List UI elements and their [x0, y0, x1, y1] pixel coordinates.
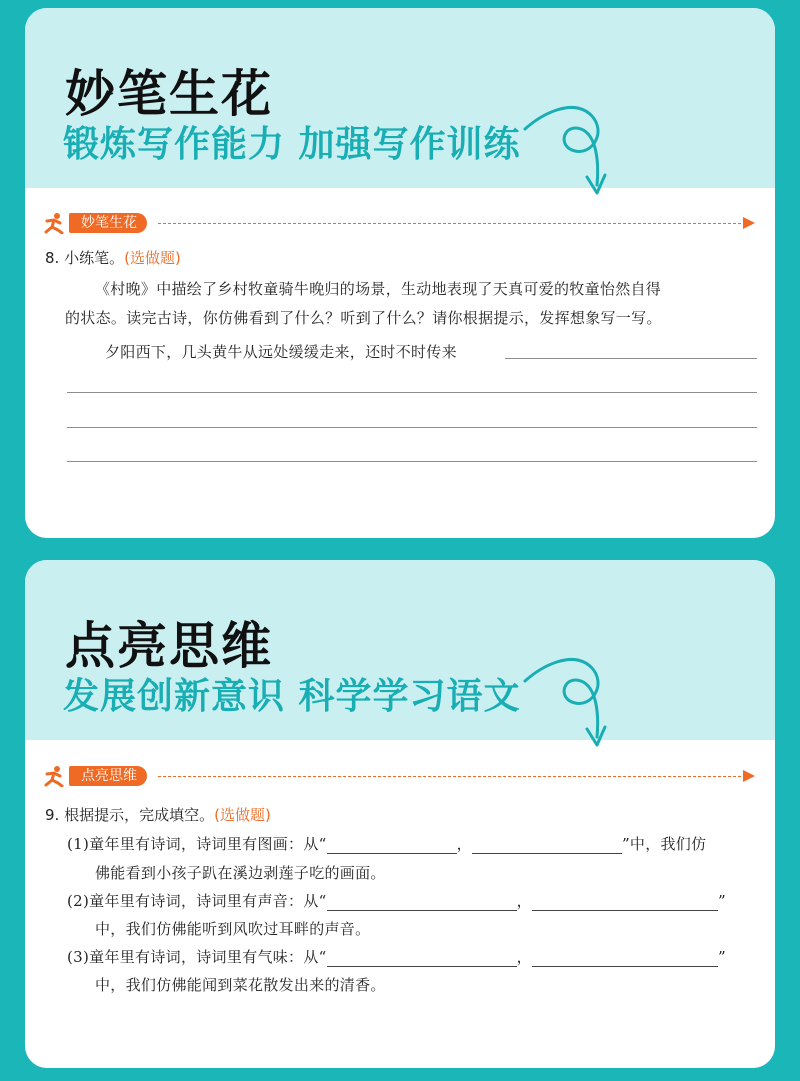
item-separator: ， — [516, 948, 532, 966]
answer-line[interactable] — [67, 392, 757, 393]
dashed-divider — [158, 223, 741, 224]
question-title — [45, 804, 271, 825]
item-text: ” — [717, 948, 726, 966]
item-text: ” — [717, 892, 726, 910]
section-header-bar — [43, 212, 755, 234]
answer-line[interactable] — [67, 461, 757, 462]
arrow-right-icon — [743, 217, 755, 229]
fill-item-1 — [67, 833, 706, 854]
fill-item-3 — [67, 946, 726, 967]
running-figure-icon — [43, 212, 67, 234]
question-title — [45, 247, 181, 268]
optional-label: (选做题) — [214, 806, 271, 824]
question-body-line: 的状态。读完古诗，你仿佛看到了什么？听到了什么？请你根据提示，发挥想象写一写。 — [65, 309, 662, 327]
answer-blank[interactable] — [327, 909, 517, 911]
section-subtitle: 发展创新意识 科学学习语文 — [63, 676, 521, 717]
section-tag: 点亮思维 — [69, 766, 147, 786]
section-subtitle: 锻炼写作能力 加强写作训练 — [63, 124, 521, 165]
question-number-text: 9. 根据提示，完成填空。 — [45, 806, 215, 824]
fill-item-2 — [67, 890, 726, 911]
item-text: (3)童年里有诗词，诗词里有气味：从“ — [67, 948, 327, 966]
arrow-right-icon — [743, 770, 755, 782]
item-separator: ， — [516, 892, 532, 910]
card-thinking — [25, 560, 775, 1068]
answer-blank[interactable] — [472, 852, 622, 854]
running-figure-icon — [43, 765, 67, 787]
optional-label: (选做题) — [124, 249, 181, 267]
card-header-band — [25, 560, 775, 740]
item-text: (1)童年里有诗词，诗词里有图画：从“ — [67, 835, 327, 853]
dashed-divider — [158, 776, 741, 777]
item-text: (2)童年里有诗词，诗词里有声音：从“ — [67, 892, 327, 910]
section-title: 妙笔生花 — [65, 65, 273, 123]
swirl-arrow-icon — [523, 645, 613, 755]
question-body-line: 《村晚》中描绘了乡村牧童骑牛晚归的场景，生动地表现了天真可爱的牧童怡然自得 — [95, 280, 662, 298]
answer-line[interactable] — [67, 427, 757, 428]
answer-blank[interactable] — [532, 965, 718, 967]
card-header-band — [25, 8, 775, 188]
card-writing-practice — [25, 8, 775, 538]
section-title: 点亮思维 — [65, 617, 273, 675]
section-tag: 妙笔生花 — [69, 213, 147, 233]
answer-blank[interactable] — [327, 965, 517, 967]
answer-line[interactable] — [505, 358, 757, 359]
writing-prompt: 夕阳西下，几头黄牛从远处缓缓走来，还时不时传来 — [105, 343, 457, 361]
item-separator: ， — [456, 835, 472, 853]
answer-blank[interactable] — [532, 909, 718, 911]
swirl-arrow-icon — [523, 93, 613, 203]
fill-item-1-cont: 佛能看到小孩子趴在溪边剥莲子吃的画面。 — [95, 864, 386, 882]
fill-item-3-cont: 中，我们仿佛能闻到菜花散发出来的清香。 — [95, 976, 386, 994]
fill-item-2-cont: 中，我们仿佛能听到风吹过耳畔的声音。 — [95, 920, 371, 938]
item-text: ”中，我们仿 — [621, 835, 707, 853]
section-header-bar — [43, 765, 755, 787]
question-number-text: 8. 小练笔。 — [45, 249, 125, 267]
answer-blank[interactable] — [327, 852, 457, 854]
